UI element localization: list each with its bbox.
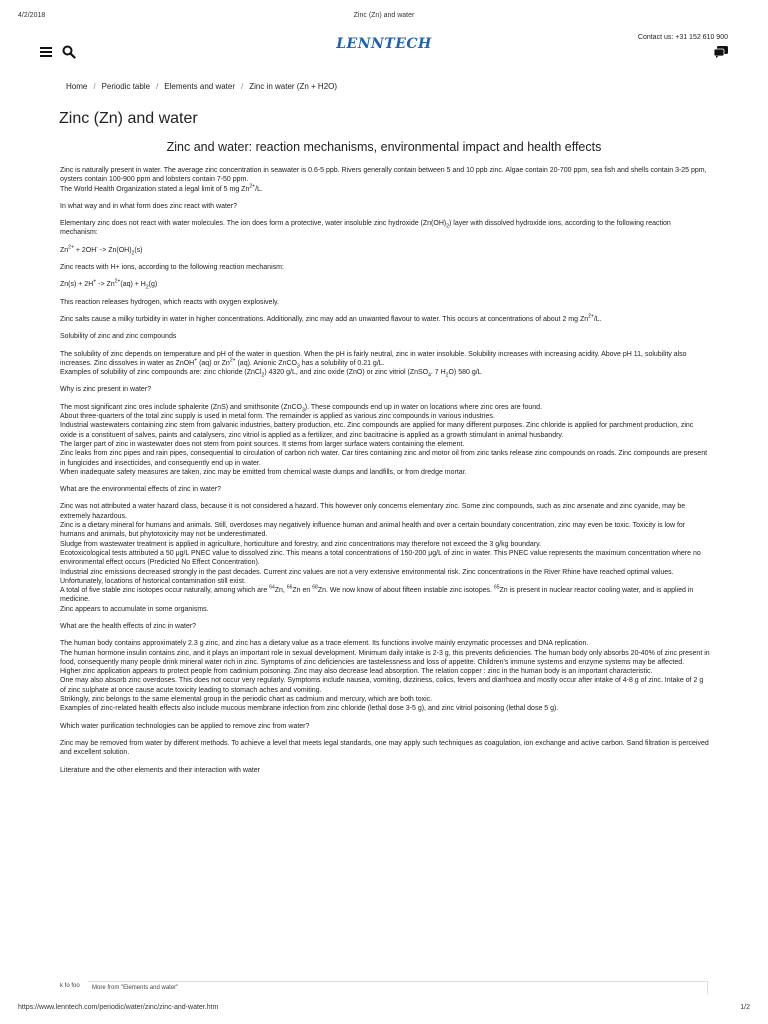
paragraph: Zinc may be removed from water by different methods. To achieve a level that meets legal standards, one may apply such techniques as coagulation, ion exchange and active carbon. Sand filtration is perceived and excellent solution. [60, 739, 709, 757]
paragraph: This reaction releases hydrogen, which reacts with oxygen explosively. [60, 298, 279, 306]
topbar [0, 30, 768, 74]
paragraph: The solubility of zinc depends on temperature and pH of the water in question. When the pH is fairly neutral, zinc in water insoluble. Solubility increases with increasing acidity. Above pH 11, solubility also increases. Zinc dissolves in water as ZnOH+ (aq) or $Zn^{2+}$ (aq). Anionic ZnCO$_3$ has a solubility of 0.21 g/L. Examples of solubility of zinc compounds are: zinc chloride (ZnCl$_2$) 4320 g/L, and zinc oxide (ZnO) or zinc vitriol (ZnSO$_4$. 7 $H_2O$) 580 g/L [60, 350, 687, 379]
breadcrumb-current: Zinc in water (Zn + H2O) [249, 82, 338, 91]
print-doc-title: Zinc (Zn) and water [353, 12, 415, 19]
print-date: 4/2/2018 [18, 12, 46, 19]
page-subtitle: Zinc and water: reaction mechanisms, environmental impact and health effects [166, 140, 602, 154]
question-heading: What are the health effects of zinc in water? [60, 622, 197, 630]
page-title: Zinc (Zn) and water [59, 110, 198, 127]
lenntech-logo[interactable]: LENNTECH [336, 36, 432, 52]
print-header [18, 12, 750, 24]
paragraph: Elementary zinc does not react with water molecules. The ion does form a protective, water insoluble zinc hydroxide $(Zn(OH)_2)$ layer with dissolved hydroxide ions, according to the following reaction mechanism: [60, 220, 671, 237]
paragraph: Zinc reacts with H+ ions, according to the following reaction mechanism: [60, 264, 284, 272]
question-heading: What are the environmental effects of zinc in water? [60, 486, 221, 494]
cut-off-text: k fo foo [60, 983, 80, 989]
paragraph: Zinc salts cause a milky turbidity in water in higher concentrations. Additionally, zinc may add an unwanted flavour to water. This occurs at concentrations of about 2 mg $Zn^{2+}/L$. [60, 313, 602, 323]
related-strip [60, 980, 710, 994]
breadcrumb-periodic-table[interactable]: Periodic table [101, 82, 151, 91]
equation: $Zn(s) + 2H^+ -> Zn^{2+}(aq) + H_2(g)$ [60, 279, 158, 291]
print-page-count: 1/2 [740, 1004, 750, 1011]
article-body [60, 166, 710, 783]
breadcrumb [66, 82, 337, 91]
question-heading: In what way and in what form does zinc react with water? [60, 202, 238, 210]
paragraph: Zinc was not attributed a water hazard class, because it is not considered a hazard. This however only concerns elementary zinc. Some zinc compounds, such as zinc arsenate and zinc cyanide, may be extremely hazardous. Zinc is a dietary mineral for humans and animals. Still, overdoses may negatively influence human and animal health and over a certain boundary concentration, zinc may even be toxic. Toxicity is low for humans and animals, but phytotoxicity may not be underestimated. Sludge from wastewater treatment is applied in agriculture, horticulture and forestry, and zinc concentrations may therefore not exceed the 3 g/kg boundary. Ecotoxicological tests attributed a 50 μg/L PNEC value to dissolved zinc. This means a total concentrations of 150-200 μg/L of zinc in water. This PNEC value represents the maximum concentration where no environmental effect occurs (Predicted No Effect Concentration). Industrial zinc emissions decreased strongly in the past decades. Current zinc values are not a very extensive environmental risk. Zinc concentrations in the River Rhine have reached optimal values. Unfortunately, locations of historical contamination still exist. A total of five stable zinc isotopes occur naturally, among which are $^{64}$Zn, $^{66}$Zn en $^{68}$Zn. We now know of about fifteen instable zinc isotopes. $^{65}$Zn is present in nuclear reactor cooling water, and is applied in medicine. Zinc appears to accumulate in some organisms. [60, 503, 701, 613]
breadcrumb-separator: / [241, 82, 244, 91]
breadcrumb-elements-and-water[interactable]: Elements and water [164, 82, 235, 91]
section-heading: Solubility of zinc and zinc compounds [60, 333, 177, 341]
breadcrumb-separator: / [156, 82, 159, 91]
paragraph: The most significant zinc ores include sphalerite (ZnS) and smithsonite (ZnCO$_3$). These compounds end up in water on locations where zinc ores are found. About three-quarters of the total zinc supply is used in metal form. The remainder is applied as various zinc compounds in various industries. Industrial wastewaters containing zinc stem from galvanic industries, battery production, etc. Zinc compounds are applied for many different purposes. Zinc chloride is applied for parchment production, zinc oxide is a constituent of salves, paints and catalysers, zinc vitriol is applied as a fertilizer, and zinc bacitracine is applied as a growth stimulant in animal husbandry. The larger part of zinc in wastewater does not stem from point sources. It stems from larger surface waters containing the element. Zinc leaks from zinc pipes and rain pipes, consequential to circulation of carbon rich water. Car tires containing zinc and motor oil from zinc tanks release zinc compounds on roads. Zinc compounds are present in fungicides and insecticides, and consequently end up in water. When inadequate safety measures are taken, zinc may be emitted from chemical waste dumps and landfills, or from dredge mortar. [60, 403, 708, 476]
breadcrumb-home[interactable]: Home [66, 82, 88, 91]
question-heading: Why is zinc present in water? [60, 386, 152, 394]
question-heading: Which water purification technologies can be applied to remove zinc from water? [60, 722, 310, 730]
breadcrumb-separator: / [93, 82, 96, 91]
print-footer [18, 1004, 750, 1016]
literature-link[interactable]: Literature and the other elements and their interaction with water [60, 766, 261, 774]
contact-phone[interactable]: Contact us: +31 152 610 900 [637, 34, 728, 41]
print-url: https://www.lenntech.com/periodic/water/zinc/zinc-and-water.htm [18, 1004, 219, 1011]
intro-paragraph: Zinc is naturally present in water. The average zinc concentration in seawater is 0.6-5 ppb. Rivers generally contain between 5 and 10 ppb zinc. Algae contain 20-700 ppm, sea fish and shells contain 3-25 ppm, oysters contain 100-900 ppm and lobsters contain 7-50 ppm. The World Health Organization stated a legal limit of 5 mg $Zn^{2+}/L$. [60, 167, 707, 193]
more-from-link[interactable]: More from "Elements and water" [88, 981, 708, 994]
chat-icon[interactable] [714, 46, 728, 58]
paragraph: The human body contains approximately 2.3 g zinc, and zinc has a dietary value as a trace element. Its functions involve mainly enzymatic processes and DNA replication. The human hormone insulin contains zinc, and it plays an important role in sexual development. Minimum daily intake is 2-3 g, this prevents deficiencies. The human body only absorbs 20-40% of zinc present in food, consequently many people drink mineral water rich in zinc. Symptoms of zinc deficiencies are tastelessness and loss of appetite. Children's immune systems and enzyme systems may be affected. Higher zinc application appears to protect people from cadmium poisoning. Zinc may also decrease lead absorption. The relation copper : zinc in the human body is an important characteristic. One may also absorb zinc overdoses. This does not occur very regularly. Symptoms include nausea, vomiting, dizziness, colics, fevers and diarrhoea and mostly occur after intake of 4-8 g of zinc. Intake of 2 g of zinc sulphate at once cause acute toxicity leading to stomach aches and vomiting. Strikingly, zinc belongs to the same elemental group in the periodic chart as cadmium and mercury, which are both toxic. Examples of zinc-related health effects also include mucous membrane infection from zinc chloride (lethal dose 3-5 g), and zinc vitriol poisoning (lethal dose 5 g). [60, 640, 710, 713]
equation: $Zn^{2+} + 2OH^- -> Zn(OH)_2(s)$ [60, 244, 143, 257]
